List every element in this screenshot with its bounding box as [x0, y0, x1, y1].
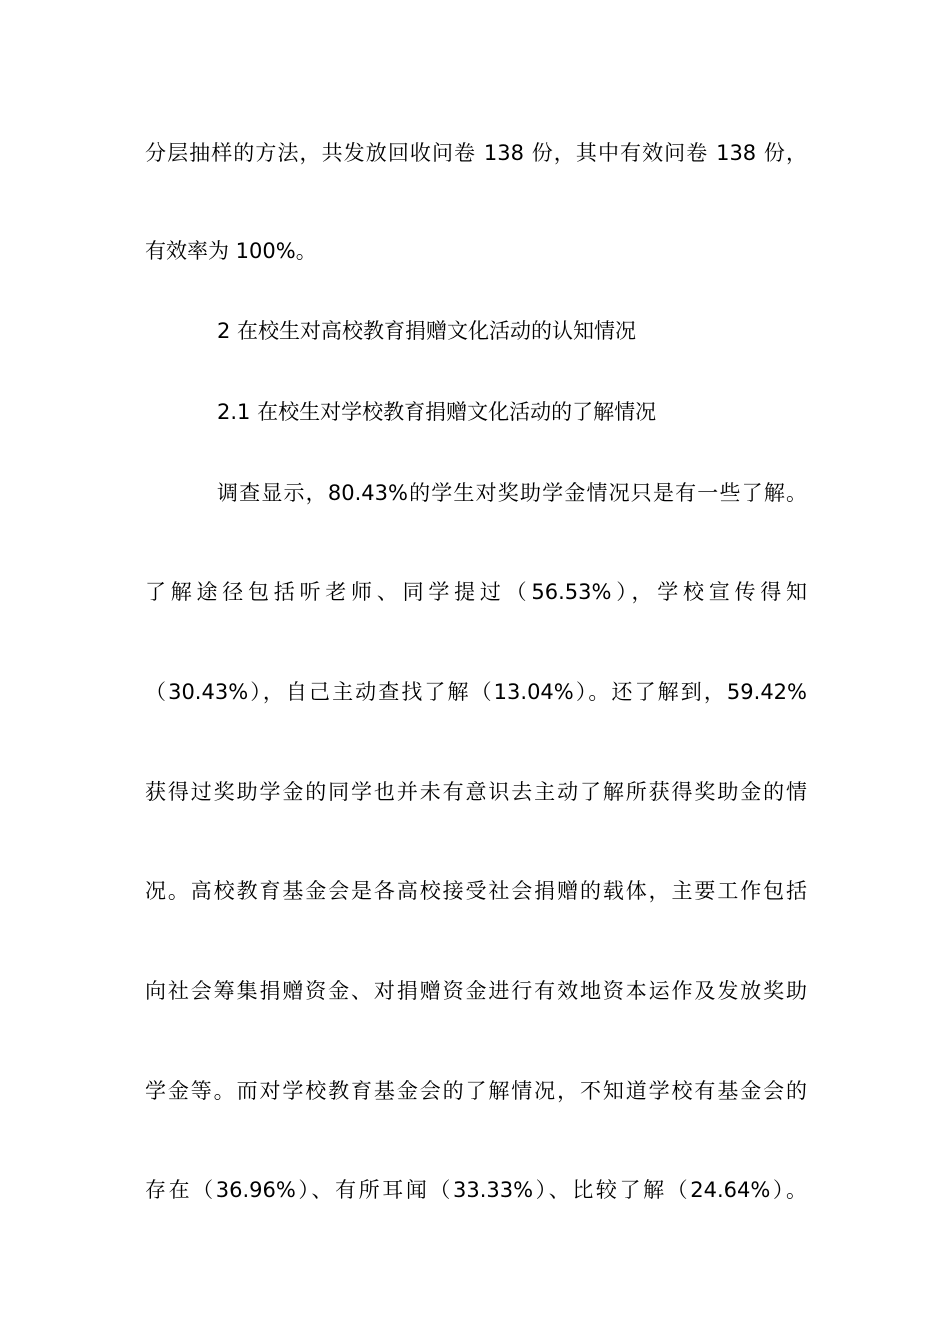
- body-text-line: 有效率为 100%。: [145, 239, 317, 263]
- body-text-line: 分层抽样的方法，共发放回收问卷 138 份，其中有效问卷 138 份，: [145, 141, 807, 165]
- section-heading: 2 在校生对高校教育捐赠文化活动的认知情况: [217, 319, 637, 343]
- body-text-line: （30.43%），自己主动查找了解（13.04%）。还了解到，59.42%: [145, 680, 807, 704]
- body-text-line: 获得过奖助学金的同学也并未有意识去主动了解所获得奖助金的情: [145, 780, 807, 804]
- body-text-line: 况。高校教育基金会是各高校接受社会捐赠的载体，主要工作包括: [145, 879, 807, 903]
- subsection-heading: 2.1 在校生对学校教育捐赠文化活动的了解情况: [217, 400, 657, 424]
- body-text-line: 向社会筹集捐赠资金、对捐赠资金进行有效地资本运作及发放奖助: [145, 979, 807, 1003]
- body-text-line: 调查显示，80.43%的学生对奖助学金情况只是有一些了解。: [217, 481, 807, 505]
- body-text-line: 存在（36.96%）、有所耳闻（33.33%）、比较了解（24.64%）。: [145, 1178, 807, 1202]
- body-text-line: 了解途径包括听老师、同学提过（56.53%），学校宣传得知: [145, 580, 807, 604]
- body-text-line: 学金等。而对学校教育基金会的了解情况，不知道学校有基金会的: [145, 1079, 807, 1103]
